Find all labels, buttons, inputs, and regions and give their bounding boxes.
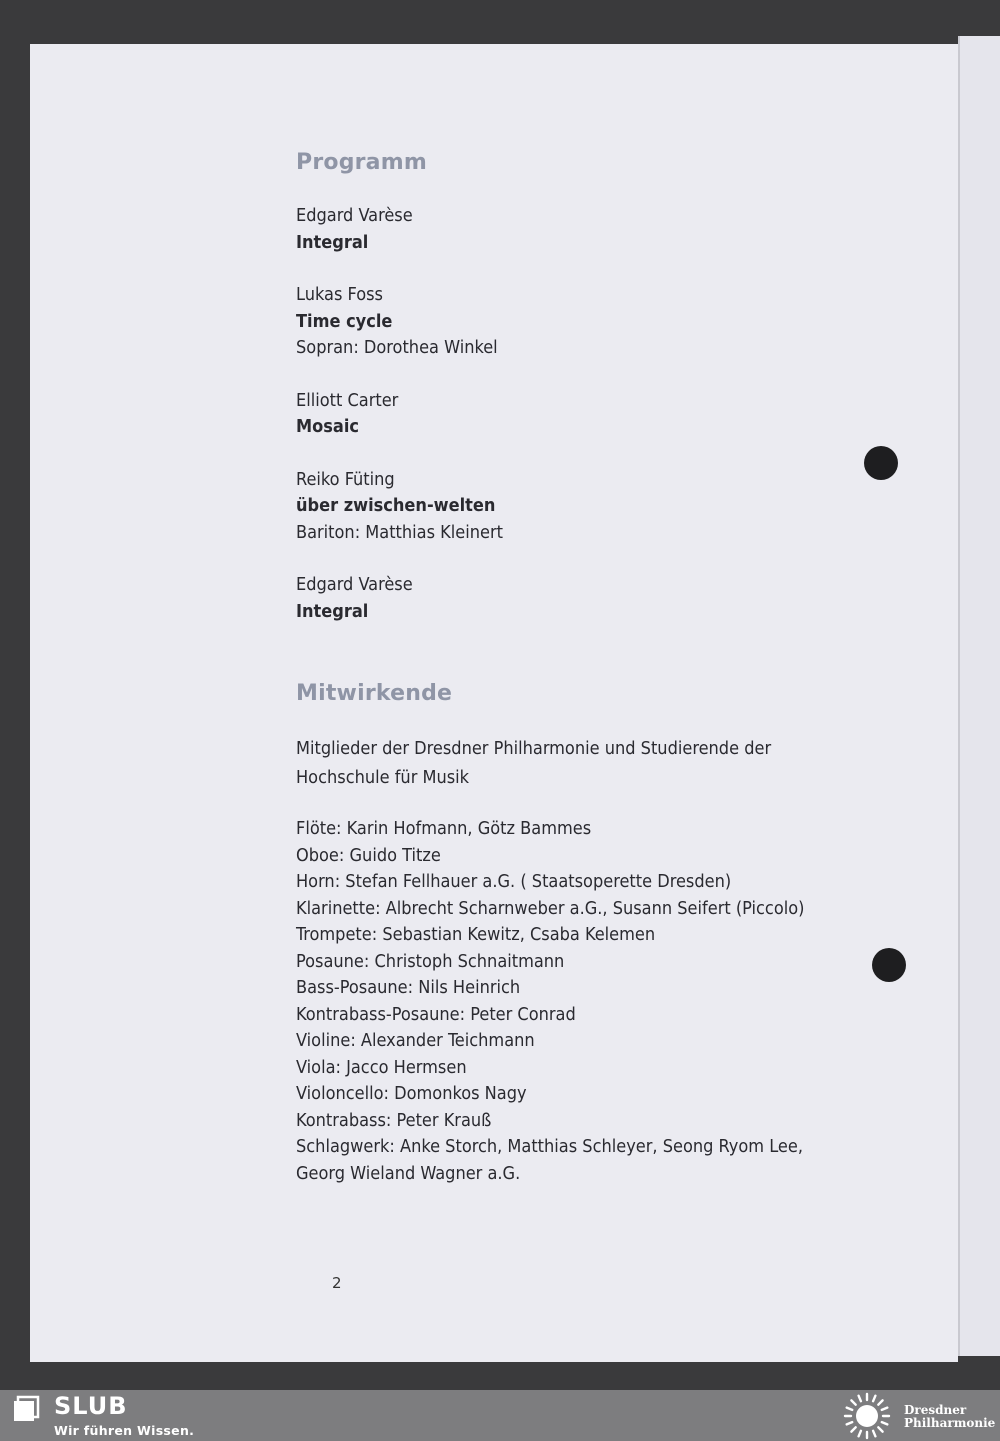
- page-number: 2: [332, 1274, 342, 1292]
- roster-line: Klarinette: Albrecht Scharnweber a.G., Susann Seifert (Piccolo): [296, 897, 805, 919]
- work-title: über zwischen-welten: [296, 495, 496, 516]
- composer: Edgard Varèse: [296, 574, 413, 595]
- program-item: [296, 388, 856, 441]
- punch-hole: [872, 948, 906, 982]
- program-item: [296, 572, 856, 625]
- composer: Reiko Füting: [296, 468, 395, 490]
- program-list: [296, 203, 856, 625]
- musician-roster: [296, 816, 856, 1187]
- philharmonie-name-line2: Philharmonie: [904, 1416, 996, 1430]
- composer: Edgard Varèse: [296, 205, 413, 226]
- roster-line: Flöte: Karin Hofmann, Götz Bammes: [296, 818, 592, 839]
- mitwirkende-section: [296, 681, 856, 1187]
- composer: Lukas Foss: [296, 284, 383, 305]
- program-item: [296, 282, 856, 362]
- work-title: Integral: [296, 600, 369, 622]
- footer-bar: [0, 1390, 1000, 1441]
- main-text: [296, 150, 856, 1187]
- ensemble-intro: Mitglieder der Dresdner Philharmonie und Studierende der Hochschule für Musik: [296, 738, 772, 788]
- roster-line: Violoncello: Domonkos Nagy: [296, 1083, 527, 1104]
- roster-line: Posaune: Christoph Schnaitmann: [296, 950, 565, 972]
- punch-hole: [864, 446, 898, 480]
- program-item: [296, 467, 856, 547]
- roster-line: Violine: Alexander Teichmann: [296, 1030, 535, 1051]
- roster-line: Bass-Posaune: Nils Heinrich: [296, 977, 521, 998]
- roster-line: Viola: Jacco Hermsen: [296, 1056, 467, 1078]
- roster-line: Horn: Stefan Fellhauer a.G. ( Staatsoperette Dresden): [296, 871, 732, 892]
- roster-line: Kontrabass: Peter Krauß: [296, 1109, 492, 1131]
- mitwirkende-heading: Mitwirkende: [296, 681, 453, 706]
- work-title: Integral: [296, 231, 369, 253]
- philharmonie-logo-icon: [840, 1392, 894, 1440]
- next-page-edge: [958, 36, 1000, 1356]
- program-item: [296, 203, 856, 256]
- performer: Bariton: Matthias Kleinert: [296, 521, 503, 543]
- philharmonie-name: [904, 1404, 995, 1430]
- programm-heading: Programm: [296, 150, 427, 175]
- work-title: Time cycle: [296, 310, 393, 332]
- performer: Sopran: Dorothea Winkel: [296, 337, 498, 358]
- roster-line: Schlagwerk: Anke Storch, Matthias Schleyer, Seong Ryom Lee,: [296, 1136, 803, 1157]
- work-title: Mosaic: [296, 416, 359, 437]
- roster-line: Georg Wieland Wagner a.G.: [296, 1162, 521, 1184]
- slub-tagline: Wir führen Wissen.: [54, 1423, 195, 1438]
- philharmonie-name-line1: Dresdner: [904, 1403, 967, 1417]
- roster-line: Trompete: Sebastian Kewitz, Csaba Kelemen: [296, 924, 656, 945]
- roster-line: Oboe: Guido Titze: [296, 844, 441, 866]
- slub-logo-icon: [12, 1395, 40, 1423]
- composer: Elliott Carter: [296, 389, 399, 411]
- roster-line: Kontrabass-Posaune: Peter Conrad: [296, 1003, 576, 1025]
- slub-name: SLUB: [54, 1392, 128, 1420]
